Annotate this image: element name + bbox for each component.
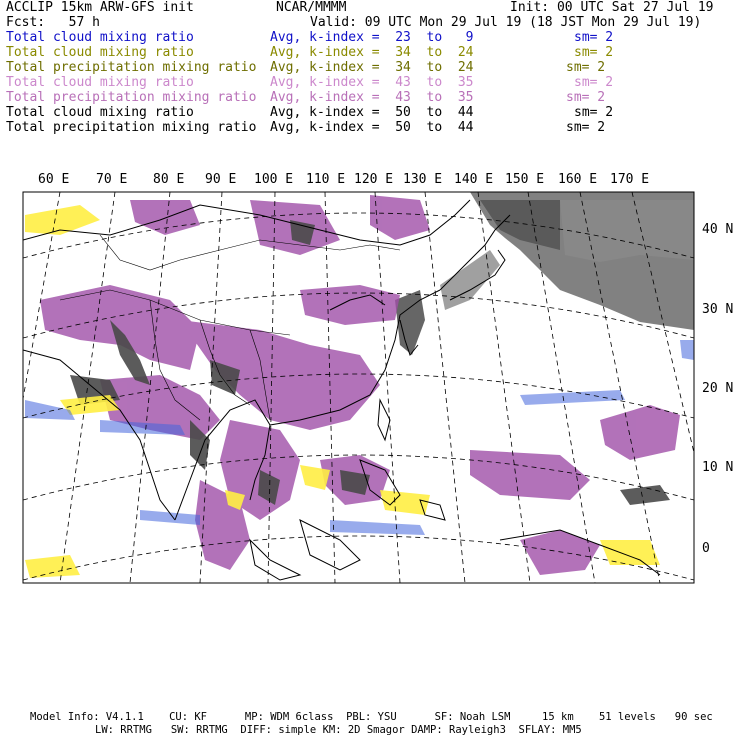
legend-sm: sm= 2 <box>574 75 614 90</box>
lon-label: 70 E <box>96 172 128 187</box>
legend-sm: sm= 2 <box>566 60 606 75</box>
lon-label: 170 E <box>610 172 650 187</box>
model-title: ACCLIP 15km ARW-GFS init <box>6 0 194 15</box>
legend-sm: sm= 2 <box>566 120 606 135</box>
legend-stat: Avg, k-index = 23 to 9 <box>270 30 474 45</box>
legend-field: Total cloud mixing ratio <box>6 75 194 90</box>
valid-time: Valid: 09 UTC Mon 29 Jul 19 (18 JST Mon 29 Jul 19) <box>310 15 702 30</box>
lon-label: 100 E <box>254 172 294 187</box>
lon-label: 150 E <box>505 172 545 187</box>
lon-label: 130 E <box>403 172 443 187</box>
legend-field: Total cloud mixing ratio <box>6 105 194 120</box>
lon-label: 110 E <box>306 172 346 187</box>
lon-label: 80 E <box>153 172 185 187</box>
legend-sm: sm= 2 <box>574 105 614 120</box>
legend-stat: Avg, k-index = 34 to 24 <box>270 45 474 60</box>
legend-stat: Avg, k-index = 50 to 44 <box>270 120 474 135</box>
init-time: Init: 00 UTC Sat 27 Jul 19 <box>510 0 714 15</box>
lon-label: 120 E <box>354 172 394 187</box>
legend-stat: Avg, k-index = 34 to 24 <box>270 60 474 75</box>
lat-label: 10 N <box>702 460 734 475</box>
legend-stat: Avg, k-index = 50 to 44 <box>270 105 474 120</box>
lon-label: 140 E <box>454 172 494 187</box>
legend-sm: sm= 2 <box>574 45 614 60</box>
lon-label: 60 E <box>38 172 70 187</box>
legend-stat: Avg, k-index = 43 to 35 <box>270 90 474 105</box>
cloud-gray-pacific <box>395 192 694 355</box>
forecast-hour: Fcst: 57 h <box>6 15 100 30</box>
legend-field: Total precipitation mixing ratio <box>6 90 257 105</box>
legend-sm: sm= 2 <box>566 90 606 105</box>
lon-label: 160 E <box>558 172 598 187</box>
legend-field: Total precipitation mixing ratio <box>6 120 257 135</box>
legend-field: Total precipitation mixing ratio <box>6 60 257 75</box>
model-info-line2: LW: RRTMG SW: RRTMG DIFF: simple KM: 2D Smagor DAMP: Rayleigh3 SFLAY: MM5 <box>95 724 582 736</box>
legend-stat: Avg, k-index = 43 to 35 <box>270 75 474 90</box>
legend-field: Total cloud mixing ratio <box>6 45 194 60</box>
legend-field: Total cloud mixing ratio <box>6 30 194 45</box>
lon-label: 90 E <box>205 172 237 187</box>
lat-label: 30 N <box>702 302 734 317</box>
lat-label: 40 N <box>702 222 734 237</box>
legend-sm: sm= 2 <box>574 30 614 45</box>
lat-label: 20 N <box>702 381 734 396</box>
center-label: NCAR/MMMM <box>276 0 347 15</box>
model-info-line1: Model Info: V4.1.1 CU: KF MP: WDM 6class PBL: YSU SF: Noah LSM 15 km 51 levels 90 sec <box>30 711 713 723</box>
lat-label: 0 <box>702 541 710 556</box>
